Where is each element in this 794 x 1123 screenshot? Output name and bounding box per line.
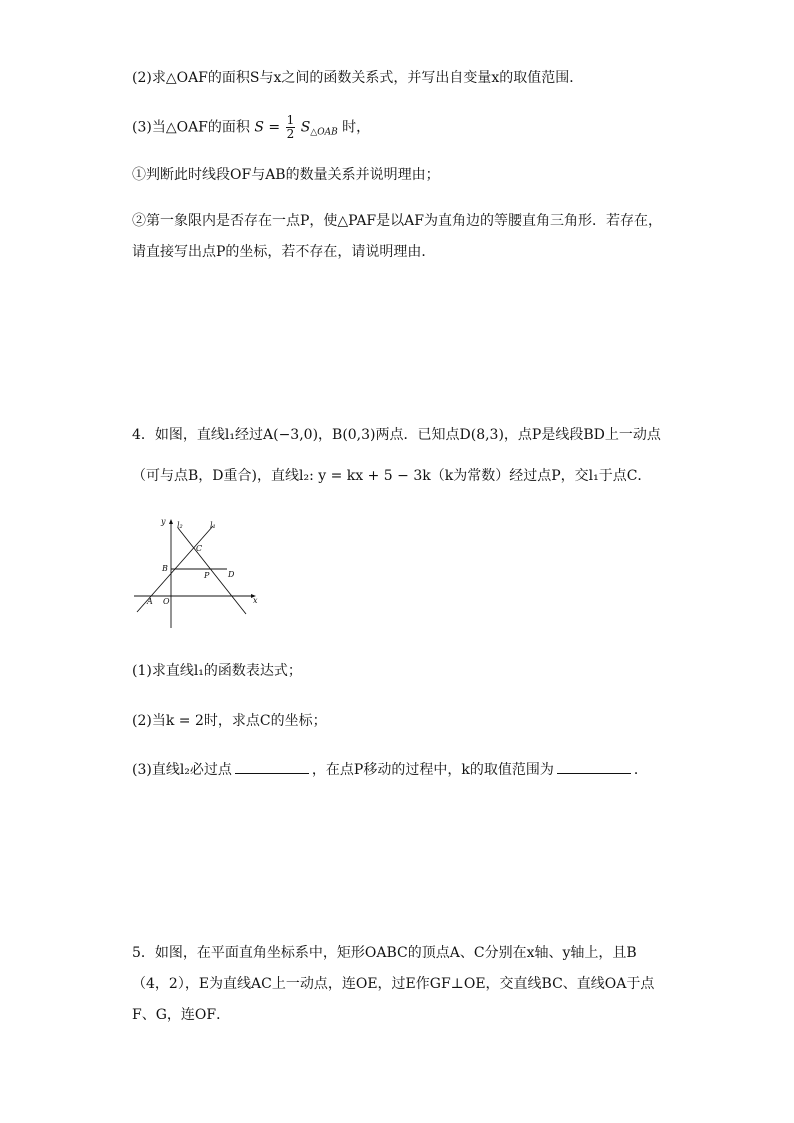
q3-sub2-line2: 请直接写出点P的坐标，若不存在，请说明理由． — [132, 244, 436, 260]
label-O: O — [163, 597, 170, 606]
q3-part2: (2)求△OAF的面积S与x之间的函数关系式，并写出自变量x的取值范围． — [132, 70, 584, 86]
q3-part3-prefix: (3)当△OAF的面积 — [132, 119, 250, 136]
label-A: A — [147, 597, 153, 606]
y-axis-arrow — [169, 519, 173, 524]
q3-part3-subscript: △OAB — [310, 127, 338, 138]
label-P: P — [204, 571, 210, 580]
q5-line1: 5．如图，在平面直角坐标系中，矩形OABC的顶点A、C分别在x轴、y轴上，且B — [132, 945, 637, 961]
fraction-numerator: 1 — [286, 113, 295, 127]
q3-part3 — [132, 114, 370, 143]
q4-part3-c: ． — [633, 762, 648, 778]
answer-blank-point[interactable] — [235, 761, 309, 774]
label-l2: l₂ — [177, 521, 183, 530]
q3-sub1: ①判断此时线段OF与AB的数量关系并说明理由； — [132, 167, 440, 183]
q5-line3: F、G，连OF． — [132, 1007, 231, 1023]
q4-part2: (2)当k = 2时，求点C的坐标； — [132, 713, 327, 729]
q4-line2: （可与点B，D重合)，直线l₂: y = kx + 5 − 3k（k为常数）经过点P，交l₁于点C． — [132, 468, 652, 484]
label-l1: l₁ — [210, 521, 216, 530]
q4-part3-b: ，在点P移动的过程中，k的取值范围为 — [311, 762, 554, 778]
answer-blank-k-range[interactable] — [557, 761, 631, 774]
q4-part3 — [132, 760, 648, 780]
q4-part3-a: (3)直线l₂必过点 — [132, 762, 232, 778]
label-D: D — [228, 570, 235, 579]
line-l2 — [178, 528, 246, 614]
q4-part1: (1)求直线l₁的函数表达式； — [132, 663, 302, 679]
q3-part3-S: S — [300, 119, 311, 136]
label-C: C — [196, 544, 203, 553]
q3-part3-lhs: S = — [254, 119, 281, 136]
label-B: B — [162, 564, 168, 573]
q4-coordinate-figure — [130, 512, 262, 630]
q3-part3-fraction — [286, 114, 296, 141]
q4-line1: 4．如图，直线l₁经过A(−3,0)，B(0,3)两点．已知点D(8,3)，点P是线段BD上一动点 — [132, 427, 661, 443]
label-y: y — [161, 517, 166, 526]
label-x: x — [253, 596, 258, 605]
q3-part3-suffix: 时， — [342, 119, 371, 136]
q3-sub2-line1: ②第一象限内是否存在一点P，使△PAF是以AF为直角边的等腰直角三角形．若存在， — [132, 213, 662, 229]
fraction-denominator: 2 — [286, 127, 295, 141]
q5-line2: （4，2），E为直线AC上一动点，连OE，过E作GF⊥OE，交直线BC、直线OA于点 — [132, 976, 655, 992]
